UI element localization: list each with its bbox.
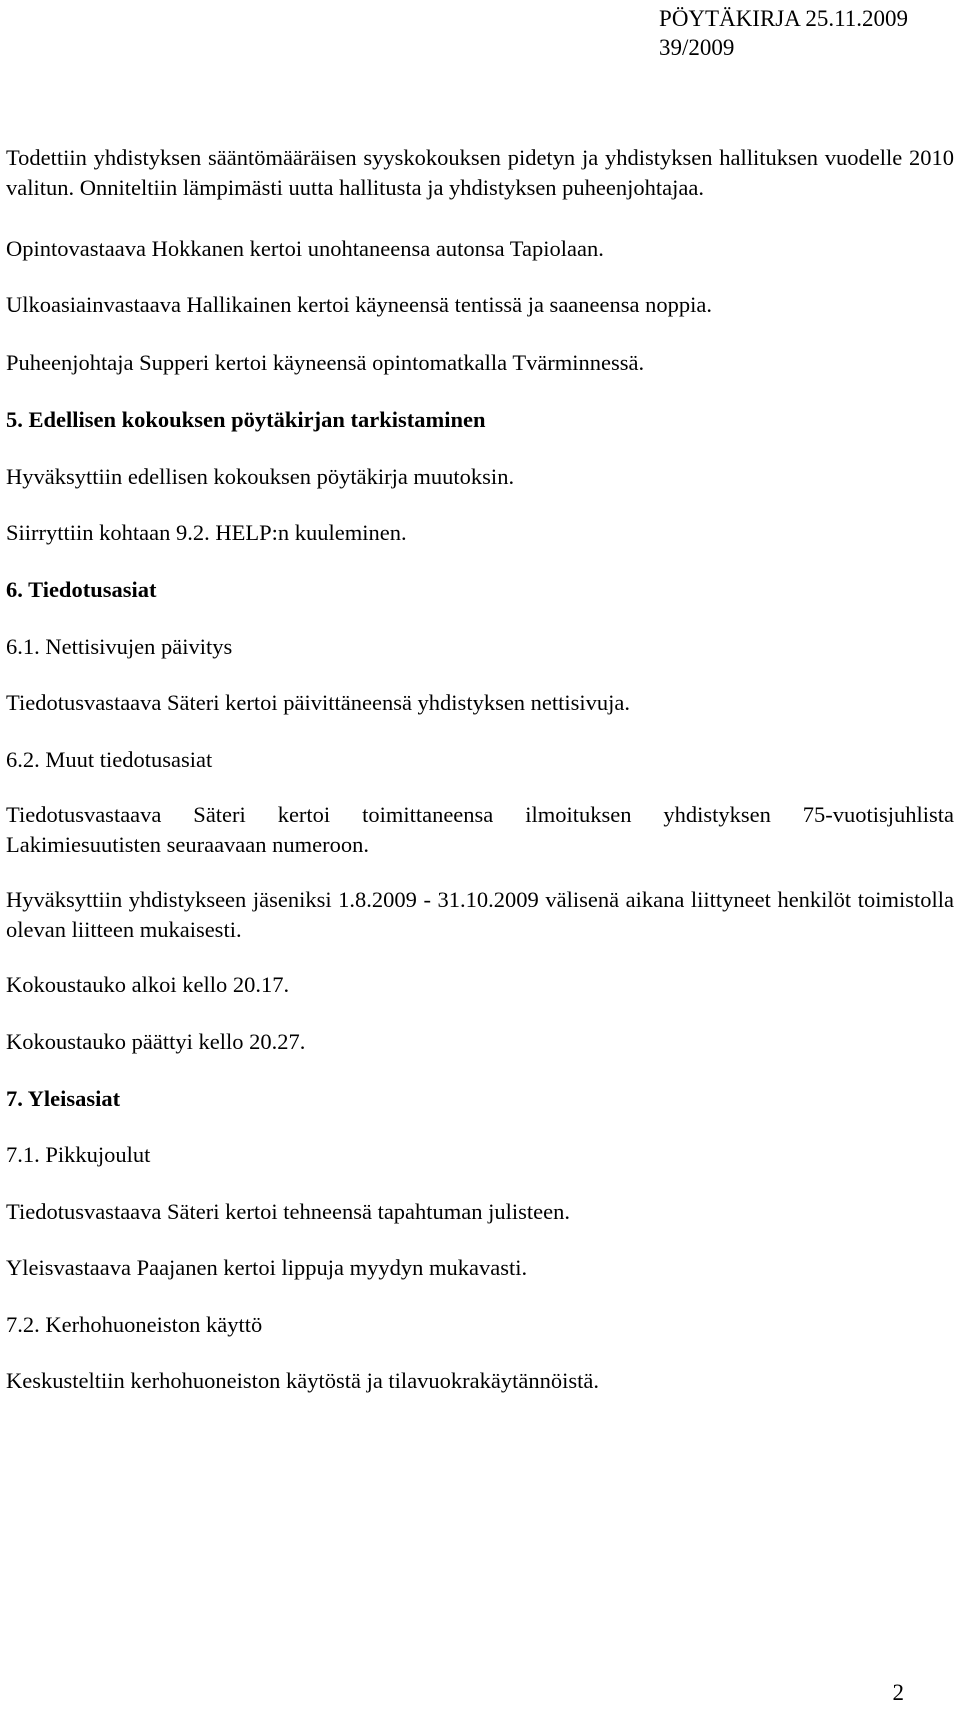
paragraph-board-election: Todettiin yhdistyksen sääntömääräisen syyskokouksen pidetyn ja yhdistyksen hallituksen vuodelle 2010 valitun. Onniteltiin lämpimästi uutta hallitusta ja yhdistyksen puheenjohtajaa. xyxy=(6,145,954,200)
header-number: 39/2009 xyxy=(659,35,735,60)
paragraph-moved-to-9-2: Siirryttiin kohtaan 9.2. HELP:n kuuleminen. xyxy=(6,520,407,545)
paragraph-hokkanen: Opintovastaava Hokkanen kertoi unohtaneensa autonsa Tapiolaan. xyxy=(6,236,604,261)
section-heading-5: 5. Edellisen kokouksen pöytäkirjan tarkistaminen xyxy=(6,407,486,432)
paragraph-website-update: Tiedotusvastaava Säteri kertoi päivittäneensä yhdistyksen nettisivuja. xyxy=(6,690,631,715)
paragraph-break-end: Kokoustauko päättyi kello 20.27. xyxy=(6,1029,306,1054)
paragraph-new-members: Hyväksyttiin yhdistykseen jäseniksi 1.8.2009 - 31.10.2009 välisenä aikana liittyneet henkilöt toimistolla olevan liitteen mukaisesti. xyxy=(6,887,954,942)
paragraph-break-start: Kokoustauko alkoi kello 20.17. xyxy=(6,972,290,997)
document-header xyxy=(659,4,908,62)
section-heading-7: 7. Yleisasiat xyxy=(6,1086,121,1111)
paragraph-anniversary-notice: Tiedotusvastaava Säteri kertoi toimittaneensa ilmoituksen yhdistyksen 75-vuotisjuhlista Lakimiesuutisten seuraavaan numeroon. xyxy=(6,802,954,857)
subsection-heading-6-2: 6.2. Muut tiedotusasiat xyxy=(6,747,213,772)
page-number: 2 xyxy=(892,1680,904,1705)
paragraph-supperi: Puheenjohtaja Supperi kertoi käyneensä opintomatkalla Tvärminnessä. xyxy=(6,350,645,375)
subsection-heading-7-1: 7.1. Pikkujoulut xyxy=(6,1142,151,1167)
paragraph-minutes-approved: Hyväksyttiin edellisen kokouksen pöytäkirja muutoksin. xyxy=(6,464,515,489)
header-title: PÖYTÄKIRJA 25.11.2009 xyxy=(659,6,908,31)
paragraph-tickets: Yleisvastaava Paajanen kertoi lippuja myydyn mukavasti. xyxy=(6,1255,528,1280)
subsection-heading-6-1: 6.1. Nettisivujen päivitys xyxy=(6,634,233,659)
section-heading-6: 6. Tiedotusasiat xyxy=(6,577,157,602)
paragraph-poster: Tiedotusvastaava Säteri kertoi tehneensä tapahtuman julisteen. xyxy=(6,1199,571,1224)
paragraph-club-room: Keskusteltiin kerhohuoneiston käytöstä ja tilavuokrakäytännöistä. xyxy=(6,1368,599,1393)
subsection-heading-7-2: 7.2. Kerhohuoneiston käyttö xyxy=(6,1312,263,1337)
paragraph-hallikainen: Ulkoasiainvastaava Hallikainen kertoi käyneensä tentissä ja saaneensa noppia. xyxy=(6,292,712,317)
